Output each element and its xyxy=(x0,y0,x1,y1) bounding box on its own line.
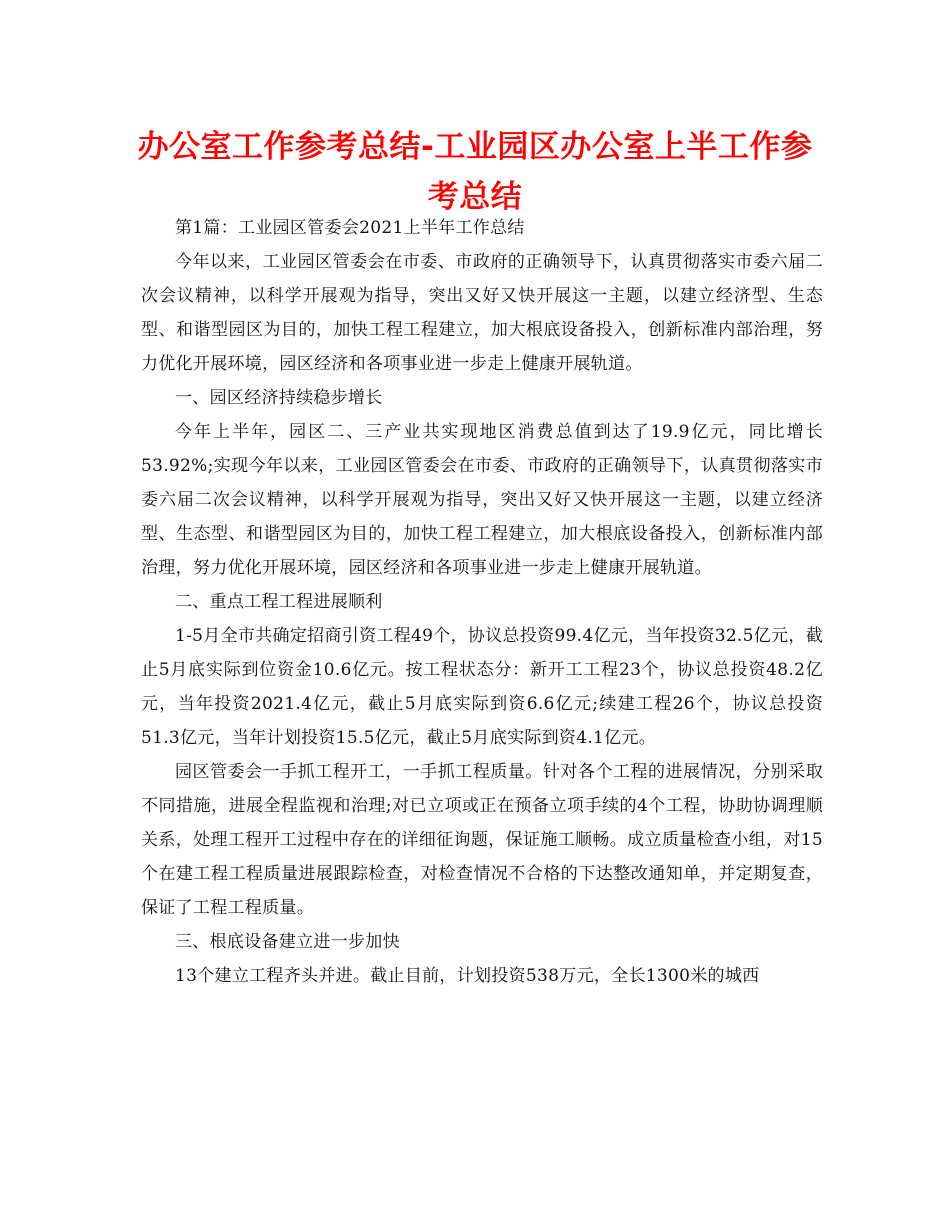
paragraph: 园区管委会一手抓工程开工，一手抓工程质量。针对各个工程的进展情况，分别采取不同措施，进展全程监视和治理;对已立项或正在预备立项手续的4个工程，协助协调理顺关系，处理工程开工过程中存在的详细征询题，保证施工顺畅。成立质量检查小组，对15个在建工程工程质量进展跟踪检查，对检查情况不合格的下达整改通知单，并定期复查，保证了工程工程质量。 xyxy=(141,762,823,918)
paragraph: 今年以来，工业园区管委会在市委、市政府的正确领导下，认真贯彻落实市委六届二次会议精神，以科学开展观为指导，突出又好又快开展这一主题，以建立经济型、生态型、和谐型园区为目的，加快工程工程建立，加大根底设备投入，创新标准内部治理，努力优化开展环境，园区经济和各项事业进一步走上健康开展轨道。 xyxy=(141,252,823,374)
document-title: 办公室工作参考总结-工业园区办公室上半工作参考总结 xyxy=(137,129,813,215)
paragraph: 今年上半年，园区二、三产业共实现地区消费总值到达了19.9亿元，同比增长53.92%;实现今年以来，工业园区管委会在市委、市政府的正确领导下，认真贯彻落实市委六届二次会议精神，以科学开展观为指导，突出又好又快开展这一主题，以建立经济型、生态型、和谐型园区为目的，加快工程工程建立，加大根底设备投入，创新标准内部治理，努力优化开展环境，园区经济和各项事业进一步走上健康开展轨道。 xyxy=(141,422,823,578)
paragraph: 1-5月全市共确定招商引资工程49个，协议总投资99.4亿元，当年投资32.5亿元，截止5月底实际到位资金10.6亿元。按工程状态分：新开工工程23个，协议总投资48.2亿元，当年投资2021.4亿元，截止5月底实际到资6.6亿元;续建工程26个，协议总投资51.3亿元，当年计划投资15.5亿元，截止5月底实际到资4.1亿元。 xyxy=(141,626,823,748)
paragraph: 13个建立工程齐头并进。截止目前，计划投资538万元，全长1300米的城西 xyxy=(175,966,760,986)
section-heading: 三、根底设备建立进一步加快 xyxy=(175,932,400,952)
section-heading: 二、重点工程工程进展顺利 xyxy=(175,592,383,612)
section-heading: 一、园区经济持续稳步增长 xyxy=(175,388,383,408)
section-heading: 第1篇：工业园区管委会2021上半年工作总结 xyxy=(175,218,525,238)
document-body xyxy=(141,211,823,993)
